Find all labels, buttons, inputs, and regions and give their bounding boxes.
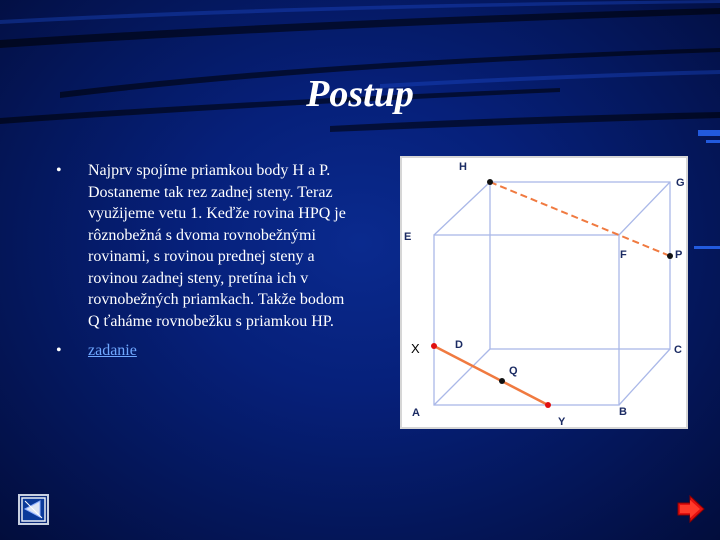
bullet-marker: • — [56, 162, 62, 179]
cube-figure — [400, 156, 688, 429]
cube-edges — [434, 182, 670, 405]
point-q — [499, 378, 505, 384]
label-y: Y — [558, 416, 566, 427]
point-x — [431, 343, 437, 349]
section-line-xy — [434, 346, 548, 405]
home-icon — [20, 496, 47, 523]
bullet-text: Najprv spojíme priamkou body H a P. Dostaneme tak rez zadnej steny. Teraz využijeme vetu 1. Keďže rovina HPQ je rôznobežná s dvoma rovnobežnými rovinami, s rovinou prednej steny a rovinou zadnej steny, pretína ich v rovnobežných priamkach. Takže bodom Q ťaháme rovnobežku s priamkou HP. — [88, 162, 346, 330]
home-button[interactable] — [18, 494, 49, 525]
label-d: D — [455, 339, 463, 351]
point-h — [487, 179, 493, 185]
label-e: E — [404, 231, 412, 243]
label-x: X — [411, 341, 420, 356]
zadanie-link[interactable]: zadanie — [88, 342, 137, 359]
bullet-item — [56, 160, 356, 332]
section-line-hp — [490, 182, 670, 256]
slide-title: Postup — [306, 73, 414, 115]
label-a: A — [412, 407, 420, 419]
bullet-list — [56, 160, 356, 370]
label-h: H — [459, 161, 467, 173]
label-p: P — [675, 249, 683, 261]
label-g: G — [676, 177, 685, 189]
label-c: C — [674, 344, 682, 356]
label-f: F — [620, 249, 627, 261]
next-arrow-icon[interactable] — [676, 494, 706, 524]
bullet-marker: • — [56, 342, 62, 359]
cube-diagram — [402, 158, 686, 427]
bullet-item — [56, 340, 356, 362]
point-y — [545, 402, 551, 408]
label-b: B — [619, 406, 627, 418]
label-q: Q — [509, 365, 518, 377]
point-p — [667, 253, 673, 259]
